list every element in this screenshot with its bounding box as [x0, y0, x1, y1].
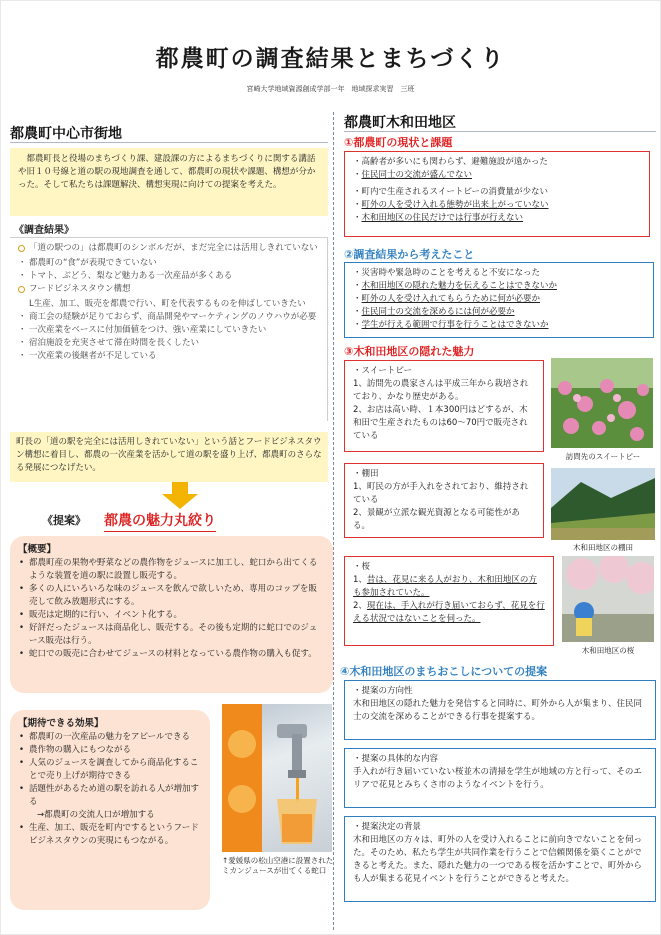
sweetpea-photo: [551, 358, 653, 448]
proposal-content-text: 手入れが行き届いていない桜並木の清掃を学生が地域の方と行って、そのエリアで花見とみちくさ市のようなイベントを行う。: [353, 767, 642, 790]
s1-item-text: 高齢者が多いにも関わらず、避難施設が遠かった: [361, 157, 548, 167]
right-heading: 都農町木和田地区: [344, 115, 456, 131]
result-item: [18, 298, 321, 311]
dot-bullet-icon: ・: [18, 271, 27, 281]
proposal-tag: 《提案》: [42, 514, 86, 527]
proposal-direction-text: 木和田地区の隠れた魅力を発信すると同時に、町外から人が集まり、住民同士の交流を深めることができる行事を提案する。: [353, 699, 643, 722]
overview-list: [18, 557, 325, 661]
s1-item: [353, 199, 641, 212]
proposal-background-text: 木和田地区の方々は、町外の人を受け入れることに前向きでないことを伺った。そのため、私たち学生が共同作業を行うことで信頼関係を築くことができると考えた。また、隠れた魅力の一つである桜を活かすことで、町外からも人が集まる花見イベントを行うことができると考えた。: [353, 835, 643, 884]
proposal-direction-head: ・提案の方向性: [353, 686, 413, 696]
results-box: [10, 237, 328, 421]
s1-item-text: 住民同士の交流が盛んでない: [361, 170, 473, 180]
dot-bullet-icon: ・: [353, 200, 362, 210]
result-item: [18, 257, 321, 270]
column-divider: [333, 112, 334, 930]
page-subtitle: 宮崎大学地域資源創成学部一年 地域探求実習 三班: [246, 85, 415, 93]
result-item: [18, 242, 321, 257]
dot-bullet-icon: ・: [353, 307, 362, 317]
circle-bullet-icon: [18, 242, 29, 257]
tanada-photo: [551, 468, 655, 540]
mayor-summary-box: 町長の「道の駅を完全には活用しきれていない」という話とフードビジネスタウン構想に着目し、都農の一次産業を活かして道の駅を盛り上げ、都農町のさらなる発展につなげたい。: [10, 432, 328, 482]
proposal-background-head: ・提案決定の背景: [353, 822, 422, 832]
sakura-p1-num: 1、: [353, 575, 367, 585]
dot-bullet-icon: ・: [353, 157, 362, 167]
result-item: [18, 324, 321, 337]
left-heading: 都農町中心市街地: [10, 126, 122, 142]
tanada-box: [344, 463, 544, 538]
s2-item: [353, 319, 645, 332]
dot-bullet-icon: ・: [353, 320, 362, 330]
section2-title: ②調査結果から考えたこと: [344, 248, 475, 261]
overview-item: • 蛇口での販売に合わせてジュースの材料となっている農作物の購入も促す。: [29, 648, 325, 661]
s1-item: [353, 169, 641, 182]
dot-bullet-icon: ・: [18, 258, 27, 268]
s2-item: [353, 267, 645, 280]
juice-faucet-photo: [222, 704, 332, 852]
results-title: 《調査結果》: [14, 225, 74, 236]
proposal-content-head: ・提案の具体的な内容: [353, 754, 439, 764]
result-text: 一次産業をベースに付加価値をつけ、強い産業にしていきたい: [29, 325, 267, 335]
faucet-caption: ↑愛媛県の松山空港に設置されたミカンジュースが出てくる蛇口: [222, 856, 334, 875]
result-text: 都農町の“食”が表現できていない: [29, 258, 157, 268]
result-text: トマト、ぶどう、梨など魅力ある一次産品が多くある: [29, 271, 233, 281]
overview-item: • 好評だったジュースは商品化し、販売する。その後も定期的に蛇口でのジュース販売は行う。: [29, 622, 325, 648]
dot-bullet-icon: ・: [353, 281, 362, 291]
s2-item-text: 町外の人を受け入れてもらうために何が必要か: [361, 294, 541, 304]
effect-item: • 都農町の一次産品の魅力をアピールできる: [29, 731, 202, 744]
s2-item-text: 学生が行える範囲で行事を行うことはできないか: [361, 320, 549, 330]
result-text: L生産、加工、販売を都農で行い、町を代表するものを伸ばしていきたい: [29, 299, 306, 309]
section2-box: [344, 262, 654, 338]
effect-item: • 話題性があるため道の駅を訪れる人が増加する: [29, 783, 202, 809]
s1-item: [353, 186, 641, 199]
sakura-p2-num: 2、: [353, 601, 367, 611]
circle-bullet-icon: [18, 283, 29, 298]
effect-item: • 農作物の購入にもつながる: [29, 744, 202, 757]
proposal-content-box: [344, 748, 656, 808]
result-item: [18, 283, 321, 298]
result-item: [18, 337, 321, 350]
effect-item: • 人気のジュースを調査してから商品化することで売り上げが期待できる: [29, 757, 202, 783]
overview-label: 【概要】: [18, 544, 57, 555]
page-title: 都農町の調査結果とまちづくり: [155, 46, 506, 72]
result-text: 「道の駅つの」は都農町のシンボルだが、まだ完全には活用しきれていない: [29, 243, 318, 253]
dot-bullet-icon: ・: [18, 338, 27, 348]
s2-item: [353, 306, 645, 319]
section1-box: [344, 151, 650, 237]
dot-bullet-icon: ・: [18, 312, 27, 322]
left-heading-rule: [10, 142, 328, 143]
result-item: [18, 311, 321, 324]
proposal-direction-box: [344, 680, 656, 740]
sweetpea-caption: 訪問先のスイートピー: [565, 452, 641, 461]
proposal-background-box: [344, 816, 656, 902]
sweetpea-head: ・スイートピー: [353, 366, 412, 376]
tanada-p1: 1、町民の方が手入れをされており、維持されている: [353, 482, 529, 505]
s1-item: [353, 156, 641, 169]
dot-bullet-icon: ・: [18, 325, 27, 335]
section1-title: ①都農町の現状と課題: [344, 136, 453, 149]
overview-item: • 多くの人にいろいろな味のジュースを飲んで欲しいため、専用のコップを販売して飲み放題形式にする。: [29, 583, 325, 609]
dot-bullet-icon: ・: [353, 268, 362, 278]
right-heading-rule: [344, 131, 656, 132]
s2-item: [353, 293, 645, 306]
section3-title: ③木和田地区の隠れた魅力: [344, 345, 475, 358]
sakura-p1: 昔は、花見に来る人がおり、木和田地区の方も参加されていた。: [353, 575, 537, 598]
dot-bullet-icon: ・: [353, 294, 362, 304]
result-text: 一次産業の後継者が不足している: [29, 351, 157, 361]
dot-bullet-icon: ・: [353, 187, 362, 197]
dot-bullet-icon: ・: [353, 170, 362, 180]
sakura-box: [344, 556, 554, 646]
s1-item-text: 木和田地区の住民だけでは行事が行えない: [361, 213, 524, 223]
dot-bullet-icon: ・: [18, 351, 27, 361]
sweetpea-p2: 2、お店は高い時、１本300円はどするが、木和田で生産されたものは60～70円で販売されている: [353, 405, 528, 441]
result-text: フードビジネスタウン構想: [29, 284, 131, 294]
s2-item-text: 災害時や緊急時のことを考えると不安になった: [361, 268, 541, 278]
s2-item: [353, 280, 645, 293]
sakura-head: ・桜: [353, 562, 371, 572]
tanada-caption: 木和田地区の棚田: [573, 543, 633, 552]
s1-item-text: 町内で生産されるスイートピーの消費量が少ない: [361, 187, 549, 197]
result-item: [18, 270, 321, 283]
result-item: [18, 350, 321, 363]
s2-item-text: 住民同士の交流を深めるには何が必要か: [361, 307, 515, 317]
effect-item: • 生産、加工、販売を町内でするというフードビジネスタウンの実現にもつながる。: [29, 822, 202, 848]
sakura-p2: 現在は、手入れが行き届いておらず、花見を行える状況ではないことを伺った。: [353, 601, 545, 624]
result-text: 商工会の経験が足りておらず、商品開発やマーケティングのノウハウが必要: [29, 312, 317, 322]
tanada-p2: 2、景観が立派な観光資源となる可能性がある。: [353, 508, 520, 531]
dot-bullet-icon: ・: [353, 213, 362, 223]
down-arrow-icon: [160, 482, 200, 510]
sakura-caption: 木和田地区の桜: [581, 646, 635, 655]
tanada-head: ・棚田: [353, 469, 379, 479]
effects-label: 【期待できる効果】: [18, 718, 104, 729]
sweetpea-box: [344, 360, 544, 452]
result-text: 宿泊施設を充実させて滞在時間を長くしたい: [29, 338, 200, 348]
overview-item: • 都農町産の果物や野菜などの農作物をジュースに加工し、蛇口から出てくるような装置を道の駅に設置し販売する。: [29, 557, 325, 583]
effects-box: [10, 710, 210, 910]
sweetpea-p1: 1、訪問先の農家さんは平成三年から栽培されており、かなり歴史がある。: [353, 379, 529, 402]
s1-item-text: 町外の人を受け入れる態勢が出来上がっていない: [361, 200, 549, 210]
effects-list: [18, 731, 202, 848]
overview-box: [10, 536, 333, 693]
proposal-title: 都農の魅力丸絞り: [104, 510, 216, 532]
effect-item: →都農町の交流人口が増加する: [37, 810, 155, 820]
intro-box: 都農町長と役場のまちづくり課、建設課の方によるまちづくりに関する講話や旧１０号線と道の駅の現地調査を通して、都農町の現状や課題、構想が分かった。そして私たちは課題解決、構想実現に向けての提案を考えた。: [10, 148, 328, 216]
s2-item-text: 木和田地区の隠れた魅力を伝えることはできないか: [361, 281, 558, 291]
sakura-photo: [562, 556, 654, 642]
s1-item: [353, 212, 641, 225]
overview-item: • 販売は定期的に行い、イベント化する。: [29, 609, 325, 622]
section4-title: ④木和田地区のまちおこしについての提案: [340, 665, 548, 678]
